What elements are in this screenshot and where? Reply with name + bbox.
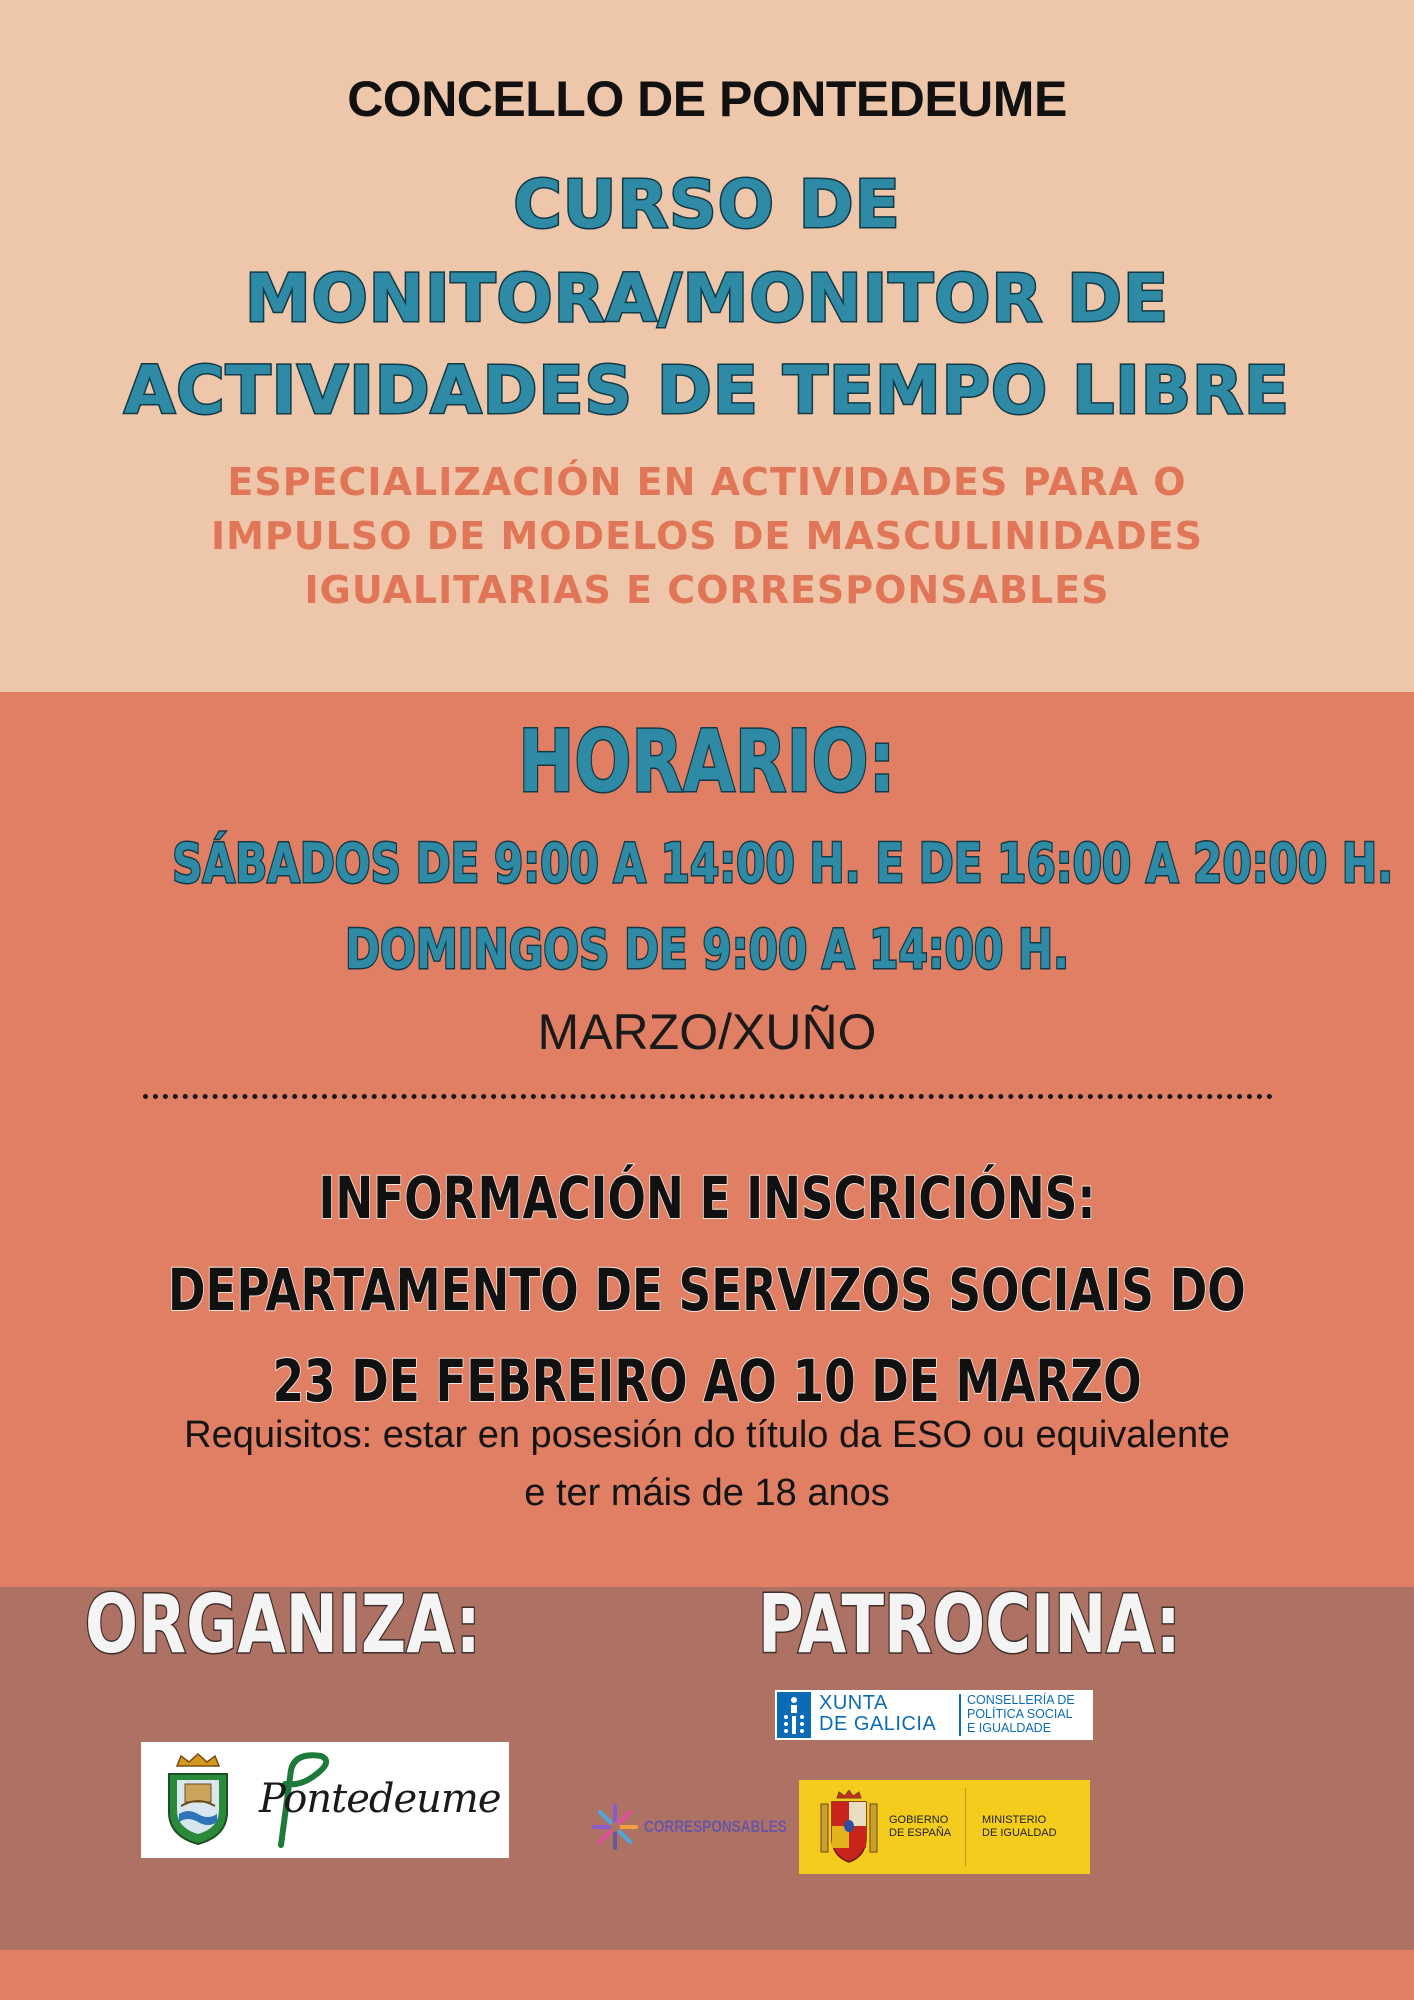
- schedule-heading: HORARIO:: [518, 712, 896, 812]
- info-dates: 23 DE FEBREIRO AO 10 DE MARZO: [272, 1347, 1142, 1415]
- pontedeume-logo: [141, 1742, 509, 1858]
- pontedeume-crest-icon: [163, 1752, 233, 1848]
- subtitle-line-2: IMPULSO DE MODELOS DE MASCULINIDADES: [210, 514, 1204, 558]
- requirements-line-2: e ter máis de 18 anos: [524, 1472, 890, 1514]
- course-title-line-1: CURSO DE: [513, 166, 901, 243]
- info-department: DEPARTAMENTO DE SERVIZOS SOCIAIS DO: [168, 1256, 1246, 1324]
- xunta-department: CONSELLERÍA DE POLÍTICA SOCIAL E IGUALDADE: [967, 1693, 1075, 1735]
- subtitle-line-1: ESPECIALIZACIÓN EN ACTIVIDADES PARA O: [227, 460, 1187, 504]
- ministerio-text: MINISTERIO DE IGUALDAD: [982, 1814, 1057, 1839]
- footer-strip: [0, 1950, 1414, 2000]
- xunta-name: XUNTA DE GALICIA: [819, 1692, 937, 1735]
- gobierno-text: GOBIERNO DE ESPAÑA: [889, 1814, 952, 1839]
- course-title-line-2: MONITORA/MONITOR DE: [244, 260, 1170, 337]
- spain-coat-of-arms-icon: [819, 1790, 879, 1864]
- xunta-separator: [959, 1694, 961, 1736]
- info-heading: INFORMACIÓN E INSCRICIÓNS:: [318, 1164, 1096, 1232]
- schedule-months: MARZO/XUÑO: [537, 1004, 877, 1060]
- subtitle-line-3: IGUALITARIAS E CORRESPONSABLES: [304, 568, 1110, 612]
- corresponsables-burst-icon: [590, 1802, 640, 1852]
- corresponsables-logo: [590, 1802, 787, 1852]
- corresponsables-wordmark: CORRESPONSABLES: [644, 1817, 787, 1836]
- dotted-divider: [143, 1094, 1273, 1099]
- gobierno-ministerio-logo: [799, 1780, 1090, 1874]
- patrocina-label: PATROCINA:: [758, 1578, 1181, 1671]
- schedule-saturdays: SÁBADOS DE 9:00 A 14:00 H. E DE 16:00 A 20:00 H.: [172, 832, 1394, 895]
- organization-name: CONCELLO DE PONTEDEUME: [347, 71, 1067, 127]
- xunta-de-galicia-logo: [775, 1690, 1093, 1740]
- gobierno-separator: [965, 1788, 966, 1866]
- schedule-sundays: DOMINGOS DE 9:00 A 14:00 H.: [344, 918, 1070, 981]
- requirements-line-1: Requisitos: estar en posesión do título da ESO ou equivalente: [184, 1414, 1230, 1456]
- pontedeume-wordmark: Pontedeume: [259, 1776, 501, 1822]
- xunta-emblem-icon: [777, 1692, 811, 1738]
- organiza-label: ORGANIZA:: [85, 1578, 481, 1671]
- course-title-line-3: ACTIVIDADES DE TEMPO LIBRE: [124, 352, 1290, 429]
